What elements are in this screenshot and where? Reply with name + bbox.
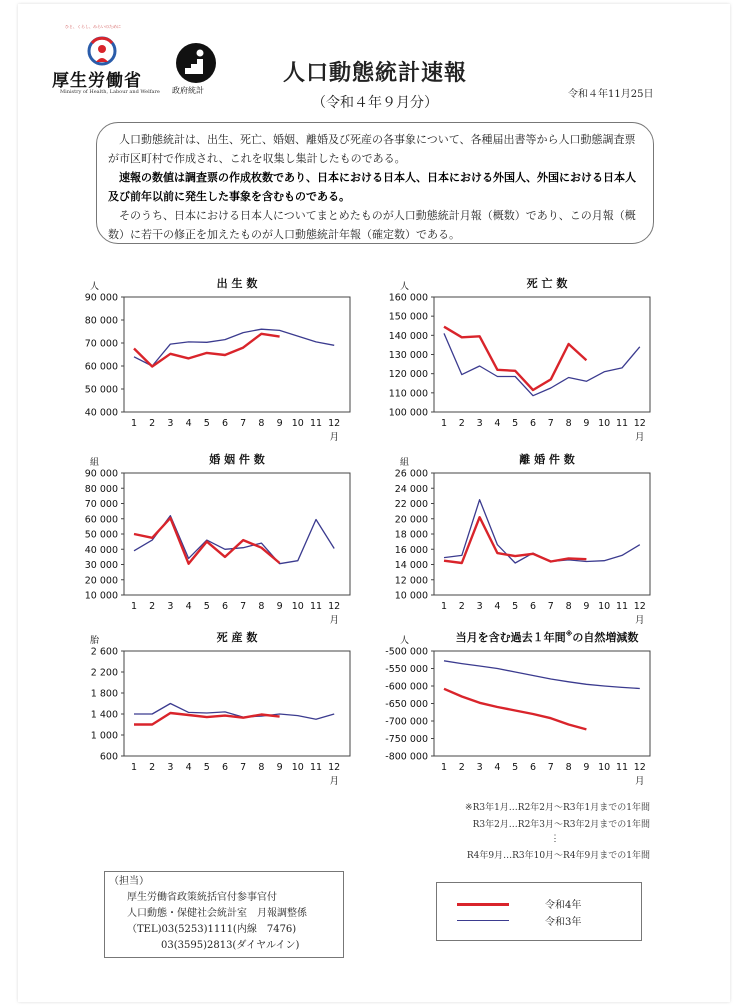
series-line-r4 bbox=[134, 518, 280, 564]
y-tick-label: 24 000 bbox=[394, 483, 428, 495]
x-tick-label: 11 bbox=[309, 601, 323, 612]
x-tick-label: 6 bbox=[221, 762, 229, 773]
y-tick-label: 120 000 bbox=[388, 369, 428, 381]
mhlw-name: 厚生労働省 bbox=[52, 71, 142, 91]
contact-line-2: 人口動態・保健社会統計室 月報調整係 bbox=[127, 908, 307, 919]
x-tick-label: 9 bbox=[583, 418, 590, 429]
x-tick-label: 2 bbox=[149, 762, 156, 773]
x-tick-label: 1 bbox=[440, 762, 448, 773]
x-tick-label: 11 bbox=[615, 762, 629, 773]
chart-frame bbox=[434, 473, 650, 595]
unit-label: 組 bbox=[400, 458, 410, 468]
report-period: （令和４年９月分） bbox=[312, 95, 438, 111]
x-tick-label: 3 bbox=[476, 601, 483, 612]
chart-title-suffix: の自然増減数 bbox=[572, 631, 639, 644]
x-tick-label: 7 bbox=[240, 601, 247, 612]
intro-paragraph-2: 速報の数値は調査票の作成枚数であり、日本における日本人、日本における外国人、外国における日本人及び前年以前に発生した事象を含むものである。 bbox=[108, 171, 636, 203]
notes bbox=[400, 800, 650, 865]
x-tick-label: 9 bbox=[583, 762, 590, 773]
y-tick-label: 20 000 bbox=[84, 575, 118, 587]
legend-r4-swatch bbox=[457, 903, 509, 906]
x-tick-label: 2 bbox=[458, 762, 465, 773]
series-line-r3 bbox=[134, 329, 334, 366]
x-tick-label: 10 bbox=[598, 762, 611, 773]
x-tick-label: 12 bbox=[633, 418, 646, 429]
x-tick-label: 4 bbox=[494, 762, 501, 773]
x-tick-label: 8 bbox=[258, 418, 265, 429]
y-tick-label: 12 000 bbox=[394, 575, 428, 587]
mhlw-tagline: ひと、くらし、みらいのために bbox=[65, 24, 121, 29]
series-line-r3 bbox=[444, 333, 640, 395]
series-line-r4 bbox=[444, 327, 586, 390]
x-tick-label: 7 bbox=[240, 762, 247, 773]
chart-stillbirths bbox=[90, 630, 350, 787]
y-tick-label: 130 000 bbox=[388, 350, 428, 361]
y-tick-label: 90 000 bbox=[84, 468, 118, 480]
unit-label: 人 bbox=[90, 282, 100, 292]
chart-natural-change bbox=[385, 629, 650, 787]
x-tick-label: 3 bbox=[167, 418, 174, 429]
x-tick-label: 8 bbox=[258, 601, 265, 612]
y-tick-label: 70 000 bbox=[84, 338, 118, 350]
x-tick-label: 11 bbox=[309, 418, 323, 429]
x-axis-label: 月 bbox=[635, 432, 645, 443]
x-tick-label: 1 bbox=[130, 762, 138, 773]
y-tick-label: 50 000 bbox=[84, 384, 118, 396]
chart-title: 死 産 数 bbox=[216, 631, 258, 644]
unit-label: 人 bbox=[400, 282, 410, 292]
x-tick-label: 6 bbox=[221, 601, 229, 612]
x-tick-label: 2 bbox=[149, 418, 156, 429]
chart-title: 婚 姻 件 数 bbox=[209, 453, 265, 466]
x-tick-label: 8 bbox=[565, 762, 572, 773]
x-tick-label: 5 bbox=[512, 601, 519, 612]
x-tick-label: 3 bbox=[167, 601, 174, 612]
y-tick-label: 20 000 bbox=[394, 514, 428, 526]
legend-r3-label: 令和3年 bbox=[545, 917, 582, 928]
y-tick-label: 1 800 bbox=[90, 688, 118, 700]
y-tick-label: 18 000 bbox=[394, 529, 428, 541]
y-tick-label: 10 000 bbox=[84, 590, 118, 602]
x-tick-label: 4 bbox=[185, 762, 192, 773]
x-tick-label: 12 bbox=[328, 418, 341, 429]
chart-frame bbox=[434, 297, 650, 412]
y-tick-label: 60 000 bbox=[84, 361, 118, 373]
series-line-r4 bbox=[444, 517, 586, 563]
chart-frame bbox=[124, 473, 350, 595]
x-tick-label: 8 bbox=[565, 418, 572, 429]
y-tick-label: 140 000 bbox=[388, 330, 428, 342]
x-tick-label: 1 bbox=[130, 418, 138, 429]
chart-frame bbox=[124, 651, 350, 756]
intro-paragraph-1: 人口動態統計は、出生、死亡、婚姻、離婚及び死産の各事象について、各種届出書等から人口動態調査票が市区町村で作成され、これを収集し集計したものである。 bbox=[108, 133, 636, 165]
x-tick-label: 10 bbox=[291, 601, 304, 612]
x-tick-label: 7 bbox=[547, 601, 554, 612]
x-tick-label: 3 bbox=[476, 762, 483, 773]
y-tick-label: 150 000 bbox=[388, 311, 428, 323]
x-tick-label: 3 bbox=[476, 418, 483, 429]
report-date: 令和４年11月25日 bbox=[568, 89, 654, 100]
y-tick-label: -500 000 bbox=[385, 646, 428, 658]
note-line-3: R4年9月…R3年10月～R4年9月までの1年間 bbox=[466, 851, 650, 861]
y-tick-label: 14 000 bbox=[394, 560, 428, 571]
y-tick-label: 30 000 bbox=[84, 560, 118, 571]
x-tick-label: 9 bbox=[276, 601, 283, 612]
chart-title-mark: ※ bbox=[565, 630, 573, 638]
y-tick-label: 10 000 bbox=[394, 590, 428, 602]
x-tick-label: 12 bbox=[633, 762, 646, 773]
y-tick-label: 16 000 bbox=[394, 544, 428, 556]
x-tick-label: 12 bbox=[328, 601, 341, 612]
x-tick-label: 5 bbox=[203, 762, 210, 773]
x-tick-label: 4 bbox=[185, 601, 192, 612]
y-tick-label: 40 000 bbox=[84, 544, 118, 556]
unit-label: 人 bbox=[400, 636, 410, 646]
y-tick-label: 22 000 bbox=[394, 499, 428, 510]
chart-births bbox=[85, 276, 350, 443]
y-tick-label: -550 000 bbox=[385, 664, 428, 675]
y-tick-label: 40 000 bbox=[84, 407, 118, 419]
note-line-1: ※R3年1月…R2年2月～R3年1月までの1年間 bbox=[465, 803, 650, 813]
series-line-r3 bbox=[444, 661, 640, 689]
mhlw-english-name: Ministry of Health, Labour and Welfare bbox=[60, 89, 160, 95]
x-tick-label: 9 bbox=[276, 762, 283, 773]
chart-marriages bbox=[85, 452, 350, 626]
x-tick-label: 10 bbox=[291, 762, 304, 773]
series-line-r4 bbox=[134, 713, 280, 725]
government-statistics-label: 政府統計 bbox=[172, 86, 204, 95]
x-tick-label: 11 bbox=[615, 418, 629, 429]
x-tick-label: 6 bbox=[529, 601, 537, 612]
x-axis-label: 月 bbox=[329, 432, 339, 443]
x-tick-label: 9 bbox=[276, 418, 283, 429]
x-tick-label: 8 bbox=[565, 601, 572, 612]
x-tick-label: 6 bbox=[529, 762, 537, 773]
x-tick-label: 7 bbox=[240, 418, 247, 429]
x-tick-label: 10 bbox=[598, 601, 611, 612]
x-tick-label: 6 bbox=[221, 418, 229, 429]
x-tick-label: 12 bbox=[633, 601, 646, 612]
x-tick-label: 2 bbox=[458, 601, 465, 612]
x-tick-label: 1 bbox=[130, 601, 138, 612]
x-tick-label: 6 bbox=[529, 418, 537, 429]
y-tick-label: 160 000 bbox=[388, 292, 428, 304]
y-tick-label: 110 000 bbox=[388, 388, 428, 400]
x-tick-label: 4 bbox=[494, 601, 501, 612]
y-tick-label: -700 000 bbox=[385, 716, 428, 728]
report-title: 人口動態統計速報 bbox=[282, 61, 467, 86]
x-tick-label: 12 bbox=[328, 762, 341, 773]
x-tick-label: 2 bbox=[458, 418, 465, 429]
y-tick-label: -600 000 bbox=[385, 681, 428, 693]
x-axis-label: 月 bbox=[635, 615, 645, 626]
x-tick-label: 3 bbox=[167, 762, 174, 773]
legend-r3-swatch bbox=[457, 920, 509, 921]
y-tick-label: 600 bbox=[99, 751, 118, 763]
x-tick-label: 5 bbox=[203, 601, 210, 612]
x-tick-label: 1 bbox=[440, 418, 448, 429]
x-tick-label: 10 bbox=[291, 418, 304, 429]
y-tick-label: 50 000 bbox=[84, 529, 118, 541]
y-tick-label: 80 000 bbox=[84, 315, 118, 327]
y-tick-label: 1 400 bbox=[90, 709, 118, 721]
x-tick-label: 2 bbox=[149, 601, 156, 612]
unit-label: 組 bbox=[90, 458, 100, 468]
y-tick-label: -800 000 bbox=[385, 751, 428, 763]
chart-title: 離 婚 件 数 bbox=[519, 453, 575, 466]
legend-box bbox=[436, 882, 642, 941]
x-axis-label: 月 bbox=[329, 776, 339, 787]
unit-label: 胎 bbox=[90, 636, 100, 646]
y-tick-label: 1 000 bbox=[90, 730, 118, 742]
x-tick-label: 10 bbox=[598, 418, 611, 429]
y-tick-label: 100 000 bbox=[388, 407, 428, 419]
contact-line-1: 厚生労働省政策統括官付参事官付 bbox=[127, 892, 277, 903]
x-axis-label: 月 bbox=[635, 776, 645, 787]
y-tick-label: 60 000 bbox=[84, 514, 118, 526]
series-line-r3 bbox=[134, 516, 334, 564]
x-tick-label: 7 bbox=[547, 762, 554, 773]
series-line-r4 bbox=[444, 689, 586, 730]
contact-line-3: （TEL)03(5253)1111(内線 7476) bbox=[127, 924, 297, 935]
chart-title: 死 亡 数 bbox=[526, 277, 568, 290]
note-line-2: R3年2月…R2年3月～R3年2月までの1年間 bbox=[472, 820, 650, 830]
note-dots: ⋮ bbox=[550, 834, 560, 844]
y-tick-label: 80 000 bbox=[84, 483, 118, 495]
x-tick-label: 1 bbox=[440, 601, 448, 612]
x-tick-label: 4 bbox=[185, 418, 192, 429]
x-tick-label: 5 bbox=[512, 418, 519, 429]
chart-title: 当月を含む過去１年間※の自然増減数 bbox=[455, 630, 639, 644]
y-tick-label: 2 600 bbox=[90, 646, 118, 658]
y-tick-label: -750 000 bbox=[385, 734, 428, 745]
x-tick-label: 5 bbox=[203, 418, 210, 429]
y-tick-label: 2 200 bbox=[90, 667, 118, 679]
chart-divorces bbox=[395, 452, 650, 626]
intro-paragraph-3: そのうち、日本における日本人についてまとめたものが人口動態統計月報（概数）であり、この月報（概数）に若干の修正を加えたものが人口動態統計年報（確定数）である。 bbox=[108, 209, 636, 241]
x-axis-label: 月 bbox=[329, 615, 339, 626]
y-tick-label: -650 000 bbox=[385, 699, 428, 710]
x-tick-label: 9 bbox=[583, 601, 590, 612]
chart-frame bbox=[434, 651, 650, 756]
chart-deaths bbox=[389, 276, 650, 443]
y-tick-label: 70 000 bbox=[84, 499, 118, 510]
y-tick-label: 26 000 bbox=[394, 468, 428, 480]
x-tick-label: 8 bbox=[258, 762, 265, 773]
chart-title: 出 生 数 bbox=[216, 277, 258, 290]
x-tick-label: 4 bbox=[494, 418, 501, 429]
x-tick-label: 5 bbox=[512, 762, 519, 773]
x-tick-label: 11 bbox=[309, 762, 323, 773]
chart-frame bbox=[124, 297, 350, 412]
contact-label: （担当） bbox=[109, 876, 149, 887]
y-tick-label: 90 000 bbox=[84, 292, 118, 304]
x-tick-label: 7 bbox=[547, 418, 554, 429]
legend-r4-label: 令和4年 bbox=[545, 900, 582, 911]
contact-box bbox=[104, 871, 344, 958]
x-tick-label: 11 bbox=[615, 601, 629, 612]
contact-line-4: 03(3595)2813(ダイヤルイン) bbox=[161, 940, 300, 951]
